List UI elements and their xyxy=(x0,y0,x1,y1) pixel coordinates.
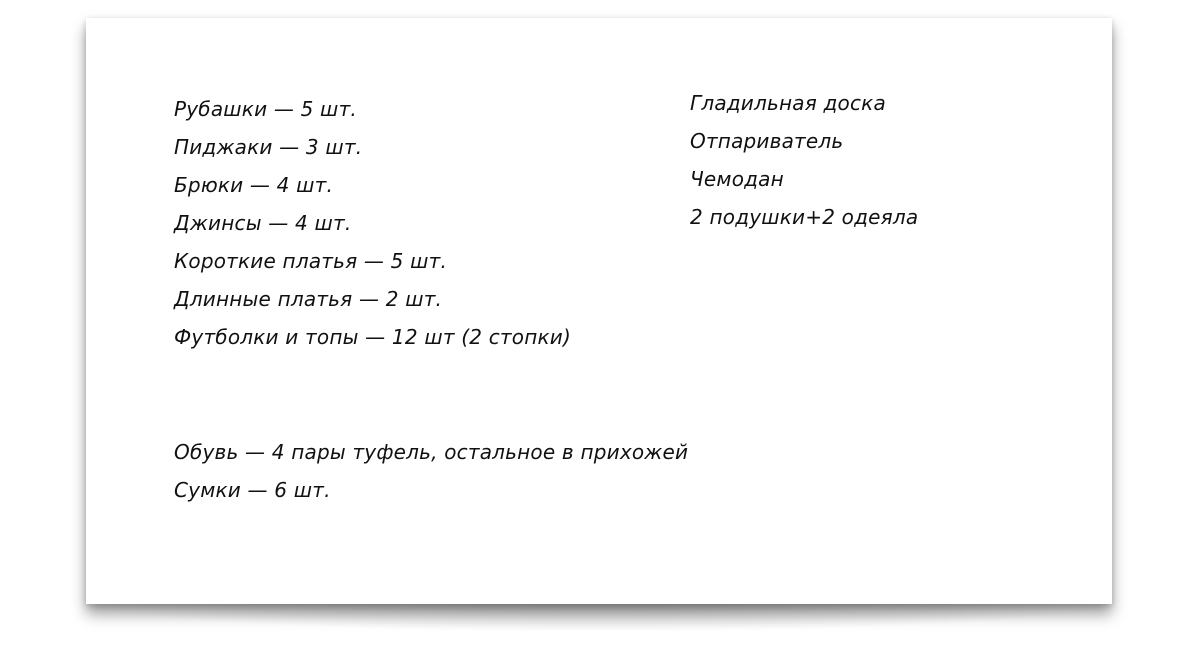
clothes-list xyxy=(174,90,571,356)
list-item: Чемодан xyxy=(690,167,784,191)
accessories-list xyxy=(174,433,688,509)
list-item: Гладильная доска xyxy=(690,91,886,115)
document-page xyxy=(86,18,1112,604)
list-item: Короткие платья — 5 шт. xyxy=(174,249,448,273)
list-item: Длинные платья — 2 шт. xyxy=(174,287,443,311)
list-item: Пиджаки — 3 шт. xyxy=(174,135,363,159)
list-item: Джинсы — 4 шт. xyxy=(174,211,352,235)
list-item: 2 подушки+2 одеяла xyxy=(690,205,919,229)
other-items-list xyxy=(690,84,918,236)
list-item: Футболки и топы — 12 шт (2 стопки) xyxy=(174,325,571,349)
page-shadow xyxy=(96,600,1102,630)
list-item: Отпариватель xyxy=(690,129,844,153)
list-item: Обувь — 4 пары туфель, остальное в прихожей xyxy=(174,440,689,464)
list-item: Брюки — 4 шт. xyxy=(174,173,334,197)
list-item: Сумки — 6 шт. xyxy=(174,478,331,502)
list-item: Рубашки — 5 шт. xyxy=(174,97,357,121)
